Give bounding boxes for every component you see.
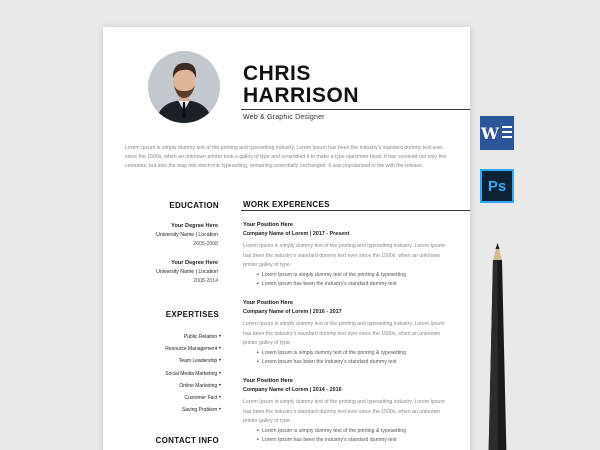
person-photo-icon	[148, 51, 220, 123]
job-bullet: • Lorem Ipsum is simply dummy text of the printing & typesetting	[257, 271, 448, 281]
job-entry	[243, 221, 448, 290]
job-bullet: • Lorem Ipsum has been the industry's standard dummy text	[257, 436, 448, 446]
job-position: Your Position Here	[243, 300, 293, 306]
expertise-item: Customer Fact •	[165, 392, 221, 404]
profile-photo	[148, 51, 220, 123]
photoshop-letters: Ps	[487, 177, 507, 195]
job-company: Company Name of Lorem | 2016 - 2017	[243, 309, 342, 315]
school: University Name | Location	[156, 269, 218, 275]
job-company: Company Name of Lorem | 2014 - 2016	[243, 387, 342, 393]
expertise-item: Online Marketing •	[165, 380, 221, 392]
expertises-heading: EXPERTISES	[165, 310, 219, 319]
last-name: HARRISON	[243, 84, 360, 107]
job-entry	[243, 299, 448, 368]
expertise-item: Social Media Marketing •	[165, 368, 221, 380]
expertise-item: Public Relation •	[165, 331, 221, 343]
years: 2005-2008	[193, 241, 218, 247]
resume-name	[243, 63, 443, 107]
job-position: Your Position Here	[243, 222, 293, 228]
job-bullets	[243, 271, 448, 290]
job-bullet: • Lorem Ipsum is simply dummy text of the printing & typesetting	[257, 427, 448, 437]
word-icon	[480, 116, 514, 150]
job-company: Company Name of Lorem | 2017 - Present	[243, 231, 350, 237]
degree: Your Degree Here	[171, 260, 218, 266]
years: 2008-2014	[193, 278, 218, 284]
job-bullet: • Lorem Ipsum has been the industry's standard dummy text	[257, 358, 448, 368]
job-position: Your Position Here	[243, 378, 293, 384]
job-title: Web & Graphic Designer	[243, 114, 325, 121]
job-bullet: • Lorem Ipsum is simply dummy text of the printing & typesetting	[257, 349, 448, 359]
expertise-item: Resource Management •	[165, 343, 221, 355]
expertise-item: Saving Problem •	[165, 404, 221, 416]
name-divider	[241, 109, 470, 110]
job-entry	[243, 377, 448, 446]
pencil-icon	[478, 238, 518, 450]
degree: Your Degree Here	[171, 223, 218, 229]
work-heading: WORK EXPERENCES	[243, 200, 330, 209]
expertise-item: Team Leadership •	[165, 355, 221, 367]
education-item	[156, 259, 218, 286]
photoshop-icon	[480, 169, 514, 203]
first-name: CHRIS	[243, 62, 311, 85]
education-item	[156, 222, 218, 249]
job-bullet: • Lorem Ipsum has been the industry's standard dummy text	[257, 280, 448, 290]
job-description: Lorem Ipsum is simply dummy text of the printing and typesetting industry. Lorem Ipsum has been the industry's standard dummy text ever since the 1500s, when an unknown printer galley of type.	[243, 399, 445, 424]
job-description: Lorem Ipsum is simply dummy text of the printing and typesetting industry. Lorem Ipsum has been the industry's standard dummy text ever since the 1500s, when an unknown printer galley of type.	[243, 243, 445, 268]
job-description: Lorem Ipsum is simply dummy text of the printing and typesetting industry. Lorem Ipsum has been the industry's standard dummy text ever since the 1500s, when an unknown printer galley of type.	[243, 321, 445, 346]
document-lines-icon	[501, 124, 513, 142]
job-bullets	[243, 349, 448, 368]
resume-paper	[103, 27, 470, 450]
contact-heading: CONTACT INFO	[155, 436, 219, 445]
education-heading: EDUCATION	[169, 201, 219, 210]
intro-paragraph: Lorem Ipsum is simply dummy text of the printing and typesetting industry. Lorem Ipsum has been the industry's standard dummy text ever since the 1500s, when an unknown printer took a galley of type and scrambled it to make a type specimen book. It has survived not only five centuries, but also the leap into electronic typesetting, remaining essentially unchanged. It was popularised in the with the release.	[125, 145, 447, 169]
job-bullets	[243, 427, 448, 446]
expertise-list	[165, 331, 221, 416]
word-letter: W	[481, 123, 499, 143]
school: University Name | Location	[156, 232, 218, 238]
work-divider	[241, 210, 470, 211]
